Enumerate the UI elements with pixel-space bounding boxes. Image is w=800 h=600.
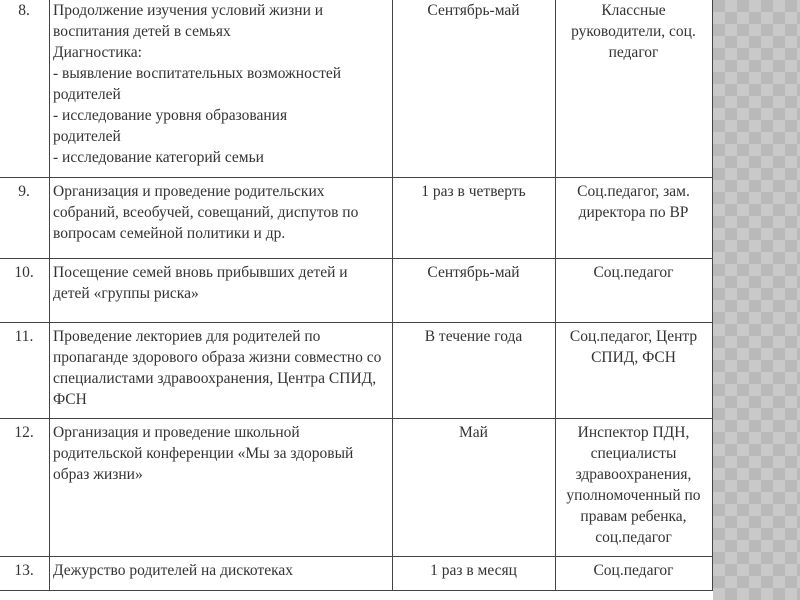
responsible-cell: Соц.педагог — [556, 557, 713, 591]
table-row — [0, 178, 713, 259]
row-number: 11. — [0, 323, 50, 419]
task-line: родителей — [53, 128, 121, 145]
date-cell: Сентябрь-май — [393, 0, 556, 178]
date-cell: 1 раз в месяц — [393, 557, 556, 591]
task-line: - выявление воспитательных возможностей — [53, 65, 342, 82]
date-cell: В течение года — [393, 323, 556, 419]
task-line: родителей — [53, 86, 121, 103]
task-line: Продолжение изучения условий жизни и — [53, 2, 324, 19]
task-cell: Организация и проведение родительских собраний, всеобучей, совещаний, диспутов по вопросам семейной политики и др. — [50, 178, 393, 259]
task-line: - исследование уровня образования — [53, 107, 288, 124]
row-number: 10. — [0, 259, 50, 323]
row-number: 9. — [0, 178, 50, 259]
responsible-cell: Соц.педагог — [556, 259, 713, 323]
table-row — [0, 259, 713, 323]
task-cell: Посещение семей вновь прибывших детей и детей «группы риска» — [50, 259, 393, 323]
date-cell: Май — [393, 419, 556, 557]
row-number: 8. — [0, 0, 50, 178]
task-cell — [50, 0, 393, 178]
responsible-cell: Инспектор ПДН, специалисты здравоохранения, уполномоченный по правам ребенка, соц.педагог — [556, 419, 713, 557]
responsible-cell: Классные руководители, соц. педагог — [556, 0, 713, 178]
table-row — [0, 419, 713, 557]
task-cell: Организация и проведение школьной родительской конференции «Мы за здоровый образ жизни» — [50, 419, 393, 557]
table-row — [0, 0, 713, 178]
task-line: Диагностика: — [53, 44, 142, 61]
table-row — [0, 323, 713, 419]
task-cell: Проведение лекториев для родителей по пропаганде здорового образа жизни совместно со специалистами здравоохранения, Центра СПИД, ФСН — [50, 323, 393, 419]
responsible-cell: Соц.педагог, Центр СПИД, ФСН — [556, 323, 713, 419]
task-line: - исследование категорий семьи — [53, 149, 264, 166]
responsible-cell: Соц.педагог, зам. директора по ВР — [556, 178, 713, 259]
task-line: воспитания детей в семьях — [53, 23, 231, 40]
date-cell: 1 раз в четверть — [393, 178, 556, 259]
table-row — [0, 557, 713, 591]
date-cell: Сентябрь-май — [393, 259, 556, 323]
task-cell: Дежурство родителей на дискотеках — [50, 557, 393, 591]
background-pattern — [713, 0, 800, 600]
row-number: 12. — [0, 419, 50, 557]
row-number: 13. — [0, 557, 50, 591]
